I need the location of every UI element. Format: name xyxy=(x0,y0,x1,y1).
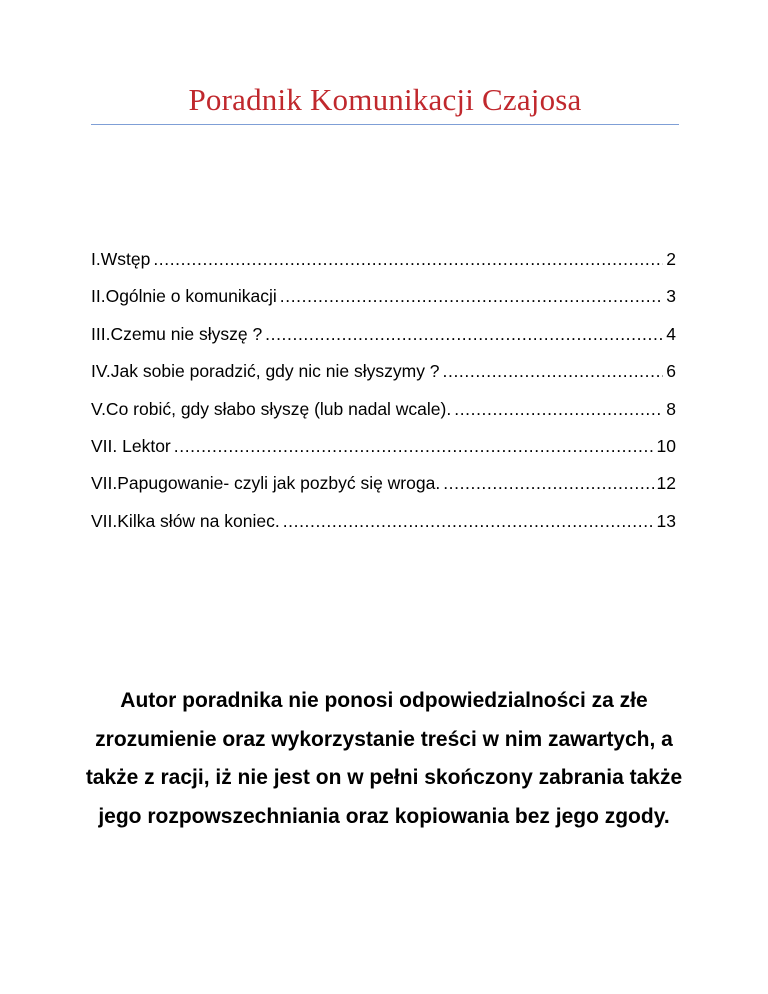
toc-dot-leader xyxy=(283,503,654,540)
title-underline xyxy=(91,124,679,125)
disclaimer-text: Autor poradnika nie ponosi odpowiedzialności za złe zrozumienie oraz wykorzystanie treści w nim zawartych, a także z racji, iż nie jest on w pełni skończony zabrania także jego rozpowszechniania oraz kopiowania bez jego zgody. xyxy=(85,689,683,828)
toc-dot-leader xyxy=(265,316,663,353)
toc-entry[interactable] xyxy=(91,428,676,465)
toc-entry-label: VII. Lektor xyxy=(91,435,171,456)
toc-entry[interactable] xyxy=(91,316,676,353)
toc-entry[interactable] xyxy=(91,241,676,278)
toc-entry-page: 10 xyxy=(656,435,676,456)
toc-entry[interactable] xyxy=(91,503,676,540)
toc-entry-label: I.Wstęp xyxy=(91,249,151,269)
toc-dot-leader xyxy=(443,465,653,502)
toc-dot-leader xyxy=(454,391,663,428)
toc-entry-page: 2 xyxy=(666,249,676,269)
toc-entry-label: V.Co robić, gdy słabo słyszę (lub nadal wcale). xyxy=(91,398,452,419)
toc-entry-label: VII.Papugowanie- czyli jak pozbyć się wroga. xyxy=(91,473,441,494)
toc-dot-leader xyxy=(174,428,654,465)
toc-entry-label: IV.Jak sobie poradzić, gdy nic nie słyszymy ? xyxy=(91,361,440,382)
toc-entry-page: 4 xyxy=(666,323,676,344)
toc-entry-label: VII.Kilka słów na koniec. xyxy=(91,510,280,531)
toc-entry-page: 8 xyxy=(666,398,676,419)
toc-entry[interactable] xyxy=(91,465,676,502)
document-title: Poradnik Komunikacji Czajosa xyxy=(188,82,582,117)
toc-entry-label: II.Ogólnie o komunikacji xyxy=(91,286,277,307)
toc-entry-label: III.Czemu nie słyszę ? xyxy=(91,323,263,344)
toc-entry-page: 12 xyxy=(656,473,676,494)
toc-entry-page: 3 xyxy=(666,286,676,307)
toc-entry[interactable] xyxy=(91,391,676,428)
table-of-contents xyxy=(91,241,676,540)
toc-dot-leader xyxy=(280,278,663,315)
toc-entry[interactable] xyxy=(91,353,676,390)
toc-dot-leader xyxy=(153,241,663,278)
toc-entry-page: 13 xyxy=(656,510,676,531)
toc-entry-page: 6 xyxy=(666,361,676,382)
toc-dot-leader xyxy=(443,353,664,390)
toc-entry[interactable] xyxy=(91,278,676,315)
